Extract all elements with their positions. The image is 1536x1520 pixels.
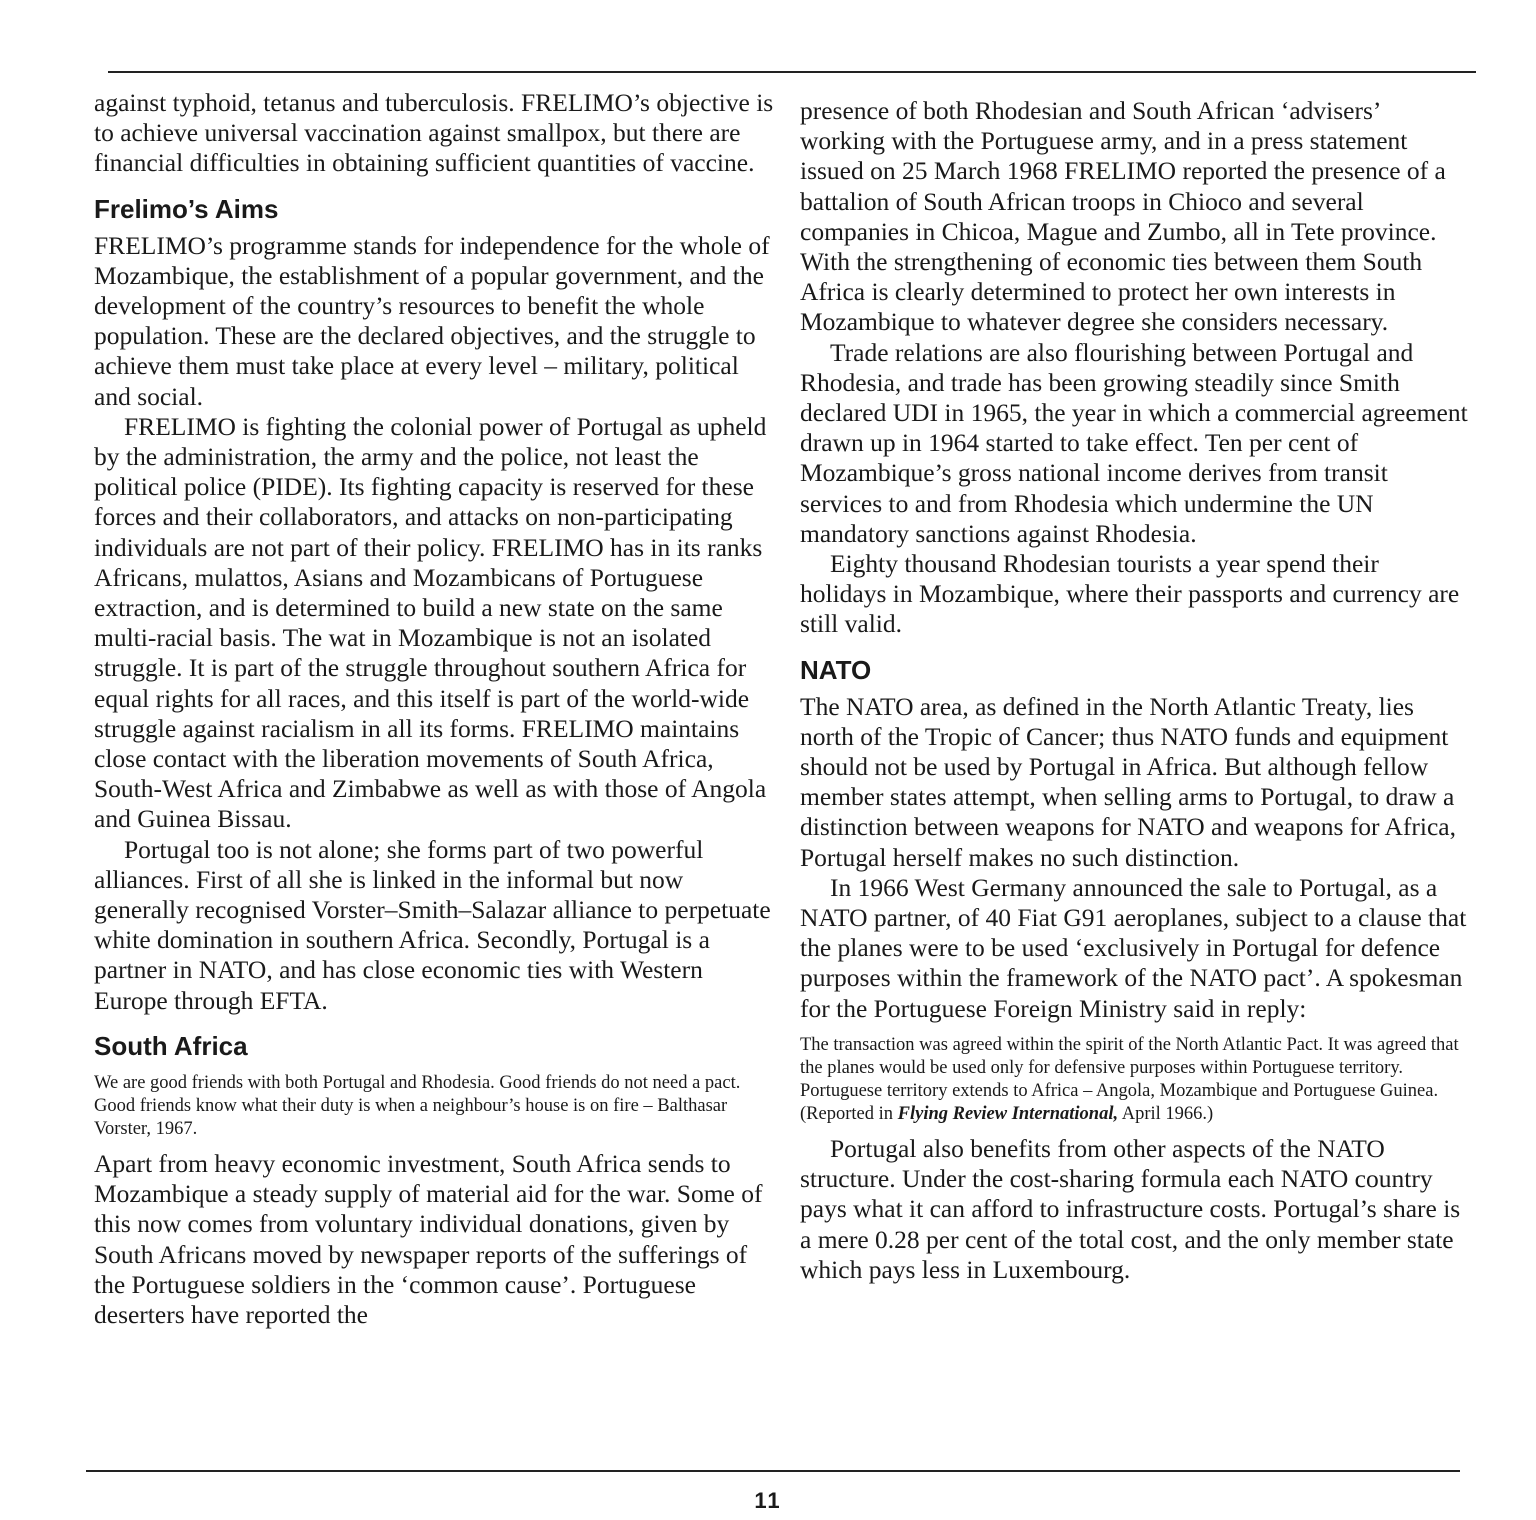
heading-nato: NATO — [800, 654, 872, 685]
top-rule — [108, 71, 1476, 73]
right-column — [800, 96, 1468, 1285]
paragraph: Portugal too is not alone; she forms part of two powerful alliances. First of all she is linked in the informal but now generally recognised Vorster–Smith–Salazar alliance to perpetuate white domination in southern Africa. Secondly, Portugal is a partner in NATO, and has close economic ties with Western Europe through EFTA. — [94, 834, 771, 1015]
paragraph: In 1966 West Germany announced the sale to Portugal, as a NATO partner, of 40 Fiat G91 aeroplanes, subject to a clause that the planes were to be used ‘exclusively in Portugal for defence purposes within the framework of the NATO pact’. A spokesman for the Portuguese Foreign Ministry said in reply: — [800, 872, 1467, 1023]
quote-text: The transaction was agreed within the spirit of the North Atlantic Pact. It was agreed that the planes would be used only for defensive purposes within Portuguese territory. Portuguese territory extends to Africa – Angola, Mozambique and Portuguese Guinea. (Reported in — [800, 1034, 1459, 1124]
page-number: 11 — [754, 1488, 782, 1513]
paragraph: Trade relations are also flourishing between Portugal and Rhodesia, and trade has been growing steadily since Smith declared UDI in 1965, the year in which a commercial agreement drawn up in 1964 started to take effect. Ten per cent of Mozambique’s gross national income derives from transit services to and from Rhodesia which undermine the UN mandatory sanctions against Rhodesia. — [800, 337, 1468, 548]
left-column — [94, 88, 774, 1330]
paragraph: against typhoid, tetanus and tuberculosis. FRELIMO’s objective is to achieve universal vaccination against smallpox, but there are financial difficulties in obtaining sufficient quantities of vaccine. — [94, 88, 774, 178]
heading-frelimo-aims: Frelimo’s Aims — [94, 193, 279, 224]
paragraph: presence of both Rhodesian and South African ‘advisers’ working with the Portuguese army, and in a press statement issued on 25 March 1968 FRELIMO reported the presence of a battalion of South African troops in Chioco and several companies in Chicoa, Mague and Zumbo, all in Tete province. With the strengthening of economic ties between them South Africa is clearly determined to protect her own interests in Mozambique to whatever degree she considers necessary. — [800, 96, 1446, 337]
paragraph: Eighty thousand Rhodesian tourists a year spend their holidays in Mozambique, where their passports and currency are still valid. — [800, 549, 1460, 639]
quote-source: Flying Review International, — [897, 1103, 1119, 1124]
vorster-quote: We are good friends with both Portugal and Rhodesia. Good friends do not need a pact. Good friends know what their duty is when a neighbour’s house is on fire – Balthasar Vorster, 1967. — [94, 1072, 741, 1139]
ministry-quote — [800, 1034, 1468, 1126]
paragraph: Portugal also benefits from other aspects of the NATO structure. Under the cost-sharing formula each NATO country pays what it can afford to infrastructure costs. Portugal’s share is a mere 0.28 per cent of the total cost, and the only member state which pays less in Luxembourg. — [800, 1133, 1461, 1284]
paragraph: Apart from heavy economic investment, South Africa sends to Mozambique a steady supply of material aid for the war. Some of this now comes from voluntary individual donations, given by South Africans moved by newspaper reports of the sufferings of the Portuguese soldiers in the ‘common cause’. Portuguese deserters have reported the — [94, 1148, 763, 1329]
heading-south-africa: South Africa — [94, 1030, 248, 1061]
bottom-rule — [86, 1470, 1460, 1472]
paragraph: FRELIMO’s programme stands for independence for the whole of Mozambique, the establishment of a popular government, and the development of the country’s resources to benefit the whole population. These are the declared objectives, and the struggle to achieve them must take place at every level – military, political and social. — [94, 230, 770, 411]
quote-date: April 1966.) — [1121, 1103, 1214, 1124]
paragraph: The NATO area, as defined in the North Atlantic Treaty, lies north of the Tropic of Cancer; thus NATO funds and equipment should not be used by Portugal in Africa. But although fellow member states attempt, when selling arms to Portugal, to draw a distinction between weapons for NATO and weapons for Africa, Portugal herself makes no such distinction. — [800, 691, 1456, 872]
paragraph: FRELIMO is fighting the colonial power of Portugal as upheld by the administration, the army and the police, not least the political police (PIDE). Its fighting capacity is reserved for these forces and their collaborators, and attacks on non-participating individuals are not part of their policy. FRELIMO has in its ranks Africans, mulattos, Asians and Mozambicans of Portuguese extraction, and is determined to build a new state on the same multi-racial basis. The wat in Mozambique is not an isolated struggle. It is part of the struggle throughout southern Africa for equal rights for all races, and this itself is part of the world-wide struggle against racialism in all its forms. FRELIMO maintains close contact with the liberation movements of South Africa, South-West Africa and Zimbabwe as well as with those of Angola and Guinea Bissau. — [94, 411, 767, 834]
